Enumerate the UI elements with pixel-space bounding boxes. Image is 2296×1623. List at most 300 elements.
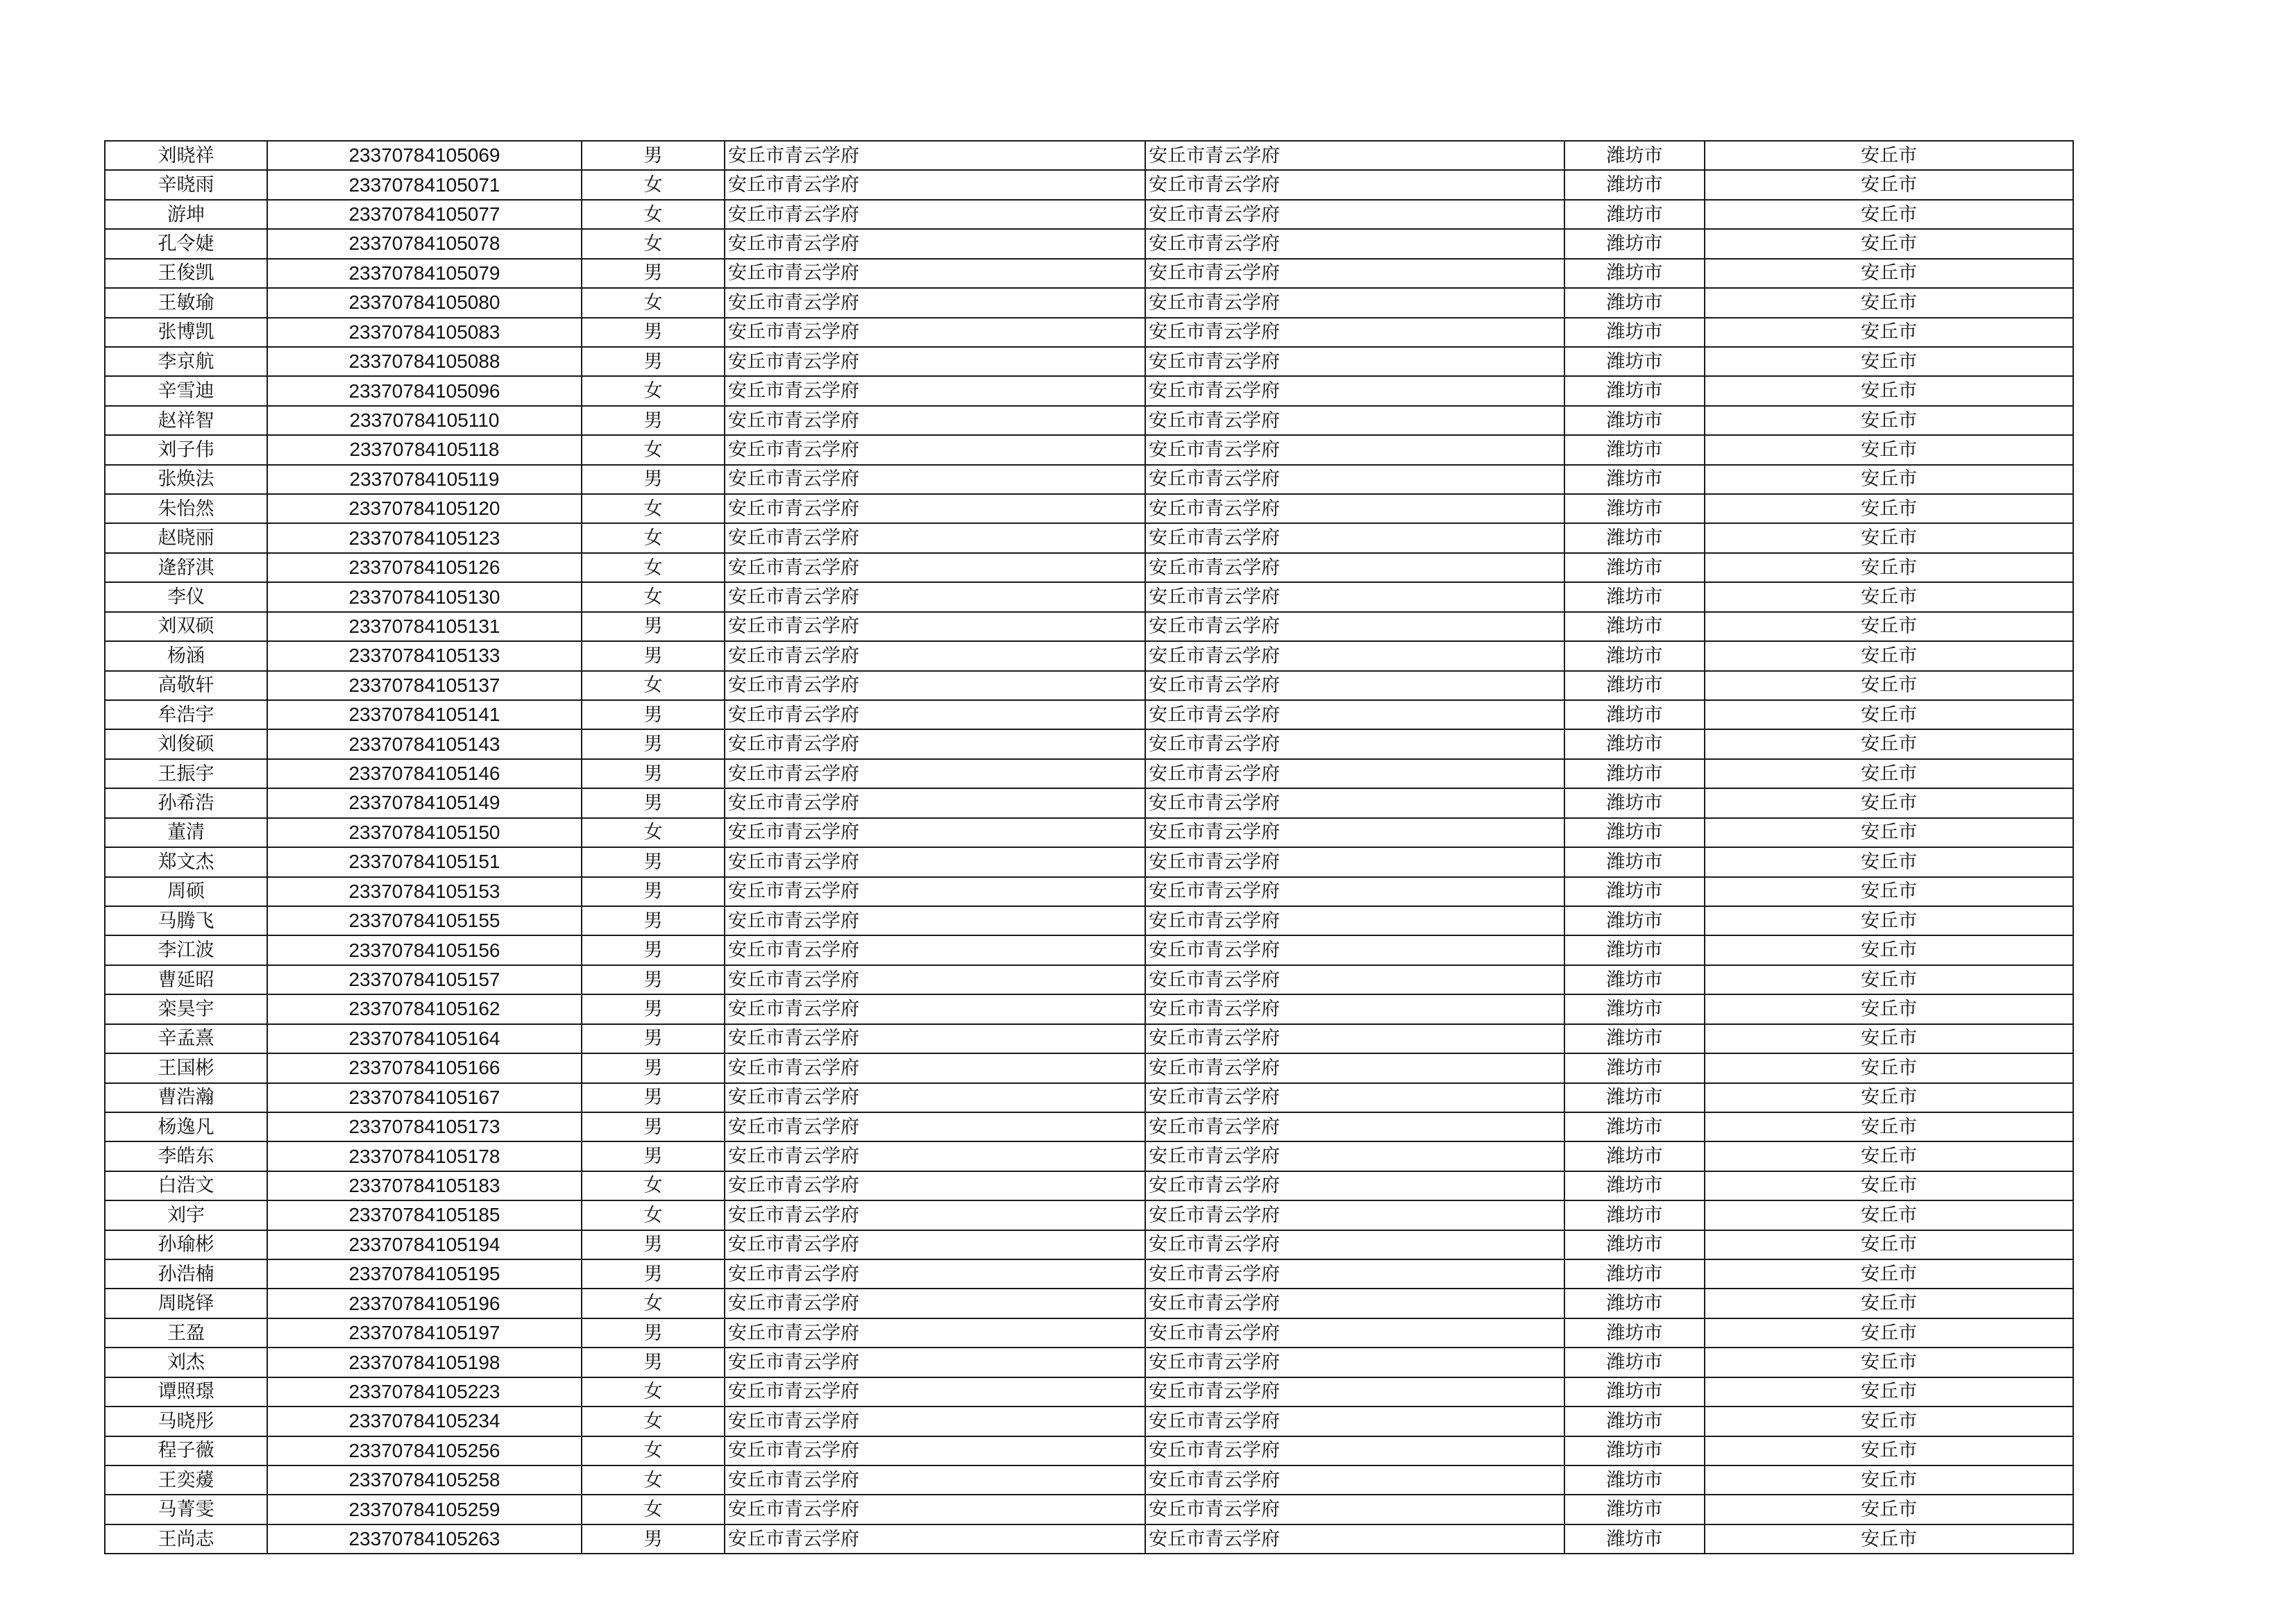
registration-school-cell: 安丘市青云学府 [1145,229,1564,258]
table-row [105,1377,2073,1407]
gender-cell: 女 [582,523,725,552]
exam-number-cell: 23370784105141 [267,700,582,729]
table-row [105,1289,2073,1318]
gender-cell: 男 [582,1348,725,1377]
exam-number-cell: 23370784105078 [267,229,582,258]
county-cell: 安丘市 [1705,1318,2073,1348]
gender-cell: 男 [582,788,725,817]
city-cell: 潍坊市 [1564,1200,1705,1230]
exam-number-cell: 23370784105166 [267,1053,582,1082]
county-cell: 安丘市 [1705,318,2073,347]
registration-school-cell: 安丘市青云学府 [1145,1436,1564,1465]
county-cell: 安丘市 [1705,935,2073,965]
county-cell: 安丘市 [1705,553,2073,582]
county-cell: 安丘市 [1705,1230,2073,1259]
student-name-cell: 白浩文 [105,1171,267,1200]
county-cell: 安丘市 [1705,1524,2073,1554]
gender-cell: 男 [582,759,725,788]
gender-cell: 男 [582,406,725,435]
gender-cell: 女 [582,494,725,523]
school-cell: 安丘市青云学府 [725,1436,1145,1465]
table-row [105,1318,2073,1348]
table-row [105,141,2073,170]
student-name-cell: 董清 [105,818,267,847]
gender-cell: 女 [582,818,725,847]
gender-cell: 男 [582,1259,725,1289]
exam-number-cell: 23370784105185 [267,1200,582,1230]
registration-school-cell: 安丘市青云学府 [1145,818,1564,847]
student-name-cell: 曹延昭 [105,965,267,994]
school-cell: 安丘市青云学府 [725,406,1145,435]
school-cell: 安丘市青云学府 [725,200,1145,229]
gender-cell: 男 [582,1053,725,1082]
exam-number-cell: 23370784105194 [267,1230,582,1259]
county-cell: 安丘市 [1705,1377,2073,1407]
school-cell: 安丘市青云学府 [725,700,1145,729]
gender-cell: 男 [582,700,725,729]
school-cell: 安丘市青云学府 [725,523,1145,552]
county-cell: 安丘市 [1705,965,2073,994]
registration-school-cell: 安丘市青云学府 [1145,612,1564,641]
school-cell: 安丘市青云学府 [725,818,1145,847]
city-cell: 潍坊市 [1564,641,1705,670]
registration-school-cell: 安丘市青云学府 [1145,494,1564,523]
table-row [105,1436,2073,1465]
county-cell: 安丘市 [1705,641,2073,670]
county-cell: 安丘市 [1705,141,2073,170]
student-name-cell: 辛孟熹 [105,1024,267,1053]
gender-cell: 女 [582,1436,725,1465]
gender-cell: 男 [582,1083,725,1112]
county-cell: 安丘市 [1705,1024,2073,1053]
registration-school-cell: 安丘市青云学府 [1145,906,1564,935]
school-cell: 安丘市青云学府 [725,1407,1145,1436]
gender-cell: 女 [582,229,725,258]
school-cell: 安丘市青云学府 [725,1053,1145,1082]
registration-school-cell: 安丘市青云学府 [1145,847,1564,876]
student-name-cell: 王盈 [105,1318,267,1348]
city-cell: 潍坊市 [1564,1436,1705,1465]
gender-cell: 女 [582,435,725,464]
school-cell: 安丘市青云学府 [725,259,1145,288]
county-cell: 安丘市 [1705,376,2073,405]
table-row [105,200,2073,229]
school-cell: 安丘市青云学府 [725,435,1145,464]
city-cell: 潍坊市 [1564,935,1705,965]
city-cell: 潍坊市 [1564,553,1705,582]
exam-number-cell: 23370784105183 [267,1171,582,1200]
student-name-cell: 谭照璟 [105,1377,267,1407]
city-cell: 潍坊市 [1564,170,1705,199]
table-row [105,1141,2073,1171]
city-cell: 潍坊市 [1564,847,1705,876]
table-row [105,494,2073,523]
gender-cell: 女 [582,200,725,229]
county-cell: 安丘市 [1705,1348,2073,1377]
exam-number-cell: 23370784105069 [267,141,582,170]
county-cell: 安丘市 [1705,612,2073,641]
city-cell: 潍坊市 [1564,994,1705,1023]
school-cell: 安丘市青云学府 [725,1230,1145,1259]
student-name-cell: 刘双硕 [105,612,267,641]
registration-school-cell: 安丘市青云学府 [1145,641,1564,670]
registration-school-cell: 安丘市青云学府 [1145,1407,1564,1436]
county-cell: 安丘市 [1705,1465,2073,1495]
table-row [105,347,2073,376]
county-cell: 安丘市 [1705,877,2073,906]
table-row [105,1495,2073,1524]
county-cell: 安丘市 [1705,729,2073,758]
city-cell: 潍坊市 [1564,318,1705,347]
student-name-cell: 马菁雯 [105,1495,267,1524]
table-row [105,847,2073,876]
registration-school-cell: 安丘市青云学府 [1145,1024,1564,1053]
student-name-cell: 赵晓丽 [105,523,267,552]
registration-school-cell: 安丘市青云学府 [1145,729,1564,758]
city-cell: 潍坊市 [1564,1495,1705,1524]
registration-school-cell: 安丘市青云学府 [1145,318,1564,347]
student-name-cell: 李仪 [105,582,267,611]
county-cell: 安丘市 [1705,1289,2073,1318]
county-cell: 安丘市 [1705,788,2073,817]
school-cell: 安丘市青云学府 [725,994,1145,1023]
city-cell: 潍坊市 [1564,494,1705,523]
registration-school-cell: 安丘市青云学府 [1145,1318,1564,1348]
table-row [105,318,2073,347]
exam-number-cell: 23370784105195 [267,1259,582,1289]
student-name-cell: 辛雪迪 [105,376,267,405]
county-cell: 安丘市 [1705,671,2073,700]
school-cell: 安丘市青云学府 [725,288,1145,317]
registration-school-cell: 安丘市青云学府 [1145,376,1564,405]
city-cell: 潍坊市 [1564,1083,1705,1112]
student-name-cell: 刘杰 [105,1348,267,1377]
exam-number-cell: 23370784105157 [267,965,582,994]
school-cell: 安丘市青云学府 [725,553,1145,582]
table-row [105,1112,2073,1141]
school-cell: 安丘市青云学府 [725,1024,1145,1053]
city-cell: 潍坊市 [1564,376,1705,405]
city-cell: 潍坊市 [1564,1024,1705,1053]
gender-cell: 男 [582,347,725,376]
city-cell: 潍坊市 [1564,671,1705,700]
county-cell: 安丘市 [1705,994,2073,1023]
school-cell: 安丘市青云学府 [725,141,1145,170]
student-name-cell: 杨逸凡 [105,1112,267,1141]
registration-school-cell: 安丘市青云学府 [1145,759,1564,788]
table-row [105,582,2073,611]
gender-cell: 男 [582,1230,725,1259]
student-name-cell: 刘晓祥 [105,141,267,170]
student-name-cell: 王振宇 [105,759,267,788]
registration-school-cell: 安丘市青云学府 [1145,671,1564,700]
city-cell: 潍坊市 [1564,1289,1705,1318]
registration-school-cell: 安丘市青云学府 [1145,1230,1564,1259]
table-row [105,788,2073,817]
exam-number-cell: 23370784105198 [267,1348,582,1377]
table-row [105,1230,2073,1259]
registration-school-cell: 安丘市青云学府 [1145,877,1564,906]
student-name-cell: 马腾飞 [105,906,267,935]
student-name-cell: 孙浩楠 [105,1259,267,1289]
exam-number-cell: 23370784105223 [267,1377,582,1407]
city-cell: 潍坊市 [1564,582,1705,611]
table-row [105,288,2073,317]
exam-number-cell: 23370784105096 [267,376,582,405]
gender-cell: 男 [582,1524,725,1554]
table-row [105,1465,2073,1495]
county-cell: 安丘市 [1705,1495,2073,1524]
gender-cell: 男 [582,1112,725,1141]
exam-number-cell: 23370784105197 [267,1318,582,1348]
table-row [105,641,2073,670]
student-name-cell: 高敬轩 [105,671,267,700]
exam-number-cell: 23370784105150 [267,818,582,847]
city-cell: 潍坊市 [1564,259,1705,288]
student-name-cell: 程子薇 [105,1436,267,1465]
school-cell: 安丘市青云学府 [725,1259,1145,1289]
city-cell: 潍坊市 [1564,347,1705,376]
school-cell: 安丘市青云学府 [725,1112,1145,1141]
table-row [105,612,2073,641]
registration-school-cell: 安丘市青云学府 [1145,1259,1564,1289]
county-cell: 安丘市 [1705,200,2073,229]
gender-cell: 男 [582,906,725,935]
student-name-cell: 张焕法 [105,465,267,494]
gender-cell: 男 [582,259,725,288]
school-cell: 安丘市青云学府 [725,1377,1145,1407]
student-name-cell: 孙瑜彬 [105,1230,267,1259]
city-cell: 潍坊市 [1564,1171,1705,1200]
county-cell: 安丘市 [1705,288,2073,317]
student-name-cell: 周晓铎 [105,1289,267,1318]
student-name-cell: 游坤 [105,200,267,229]
registration-school-cell: 安丘市青云学府 [1145,1171,1564,1200]
city-cell: 潍坊市 [1564,1407,1705,1436]
exam-number-cell: 23370784105071 [267,170,582,199]
city-cell: 潍坊市 [1564,1141,1705,1171]
student-name-cell: 刘俊硕 [105,729,267,758]
city-cell: 潍坊市 [1564,612,1705,641]
table-row [105,435,2073,464]
school-cell: 安丘市青云学府 [725,612,1145,641]
registration-school-cell: 安丘市青云学府 [1145,170,1564,199]
city-cell: 潍坊市 [1564,818,1705,847]
county-cell: 安丘市 [1705,1112,2073,1141]
registration-school-cell: 安丘市青云学府 [1145,553,1564,582]
school-cell: 安丘市青云学府 [725,1171,1145,1200]
exam-number-cell: 23370784105256 [267,1436,582,1465]
gender-cell: 女 [582,1171,725,1200]
exam-number-cell: 23370784105137 [267,671,582,700]
student-name-cell: 逄舒淇 [105,553,267,582]
exam-number-cell: 23370784105146 [267,759,582,788]
table-row [105,406,2073,435]
table-row [105,229,2073,258]
table-row [105,935,2073,965]
exam-number-cell: 23370784105143 [267,729,582,758]
city-cell: 潍坊市 [1564,788,1705,817]
exam-number-cell: 23370784105077 [267,200,582,229]
exam-number-cell: 23370784105110 [267,406,582,435]
registration-school-cell: 安丘市青云学府 [1145,1200,1564,1230]
registration-school-cell: 安丘市青云学府 [1145,259,1564,288]
student-name-cell: 刘宇 [105,1200,267,1230]
exam-number-cell: 23370784105123 [267,523,582,552]
registration-school-cell: 安丘市青云学府 [1145,1465,1564,1495]
student-name-cell: 辛晓雨 [105,170,267,199]
school-cell: 安丘市青云学府 [725,965,1145,994]
county-cell: 安丘市 [1705,1053,2073,1082]
registration-school-cell: 安丘市青云学府 [1145,1289,1564,1318]
table-row [105,729,2073,758]
exam-number-cell: 23370784105083 [267,318,582,347]
school-cell: 安丘市青云学府 [725,582,1145,611]
county-cell: 安丘市 [1705,1083,2073,1112]
student-name-cell: 孔令婕 [105,229,267,258]
school-cell: 安丘市青云学府 [725,641,1145,670]
table-row [105,1524,2073,1554]
school-cell: 安丘市青云学府 [725,1495,1145,1524]
county-cell: 安丘市 [1705,906,2073,935]
gender-cell: 女 [582,553,725,582]
gender-cell: 男 [582,641,725,670]
gender-cell: 男 [582,1024,725,1053]
student-name-cell: 朱怡然 [105,494,267,523]
roster-body [105,141,2073,1554]
table-row [105,994,2073,1023]
county-cell: 安丘市 [1705,170,2073,199]
registration-school-cell: 安丘市青云学府 [1145,582,1564,611]
student-name-cell: 郑文杰 [105,847,267,876]
table-row [105,1348,2073,1377]
county-cell: 安丘市 [1705,1436,2073,1465]
gender-cell: 女 [582,170,725,199]
school-cell: 安丘市青云学府 [725,1083,1145,1112]
city-cell: 潍坊市 [1564,288,1705,317]
table-row [105,818,2073,847]
student-name-cell: 刘子伟 [105,435,267,464]
city-cell: 潍坊市 [1564,229,1705,258]
gender-cell: 女 [582,1465,725,1495]
table-row [105,1171,2073,1200]
school-cell: 安丘市青云学府 [725,1348,1145,1377]
gender-cell: 男 [582,877,725,906]
county-cell: 安丘市 [1705,700,2073,729]
gender-cell: 男 [582,965,725,994]
exam-number-cell: 23370784105088 [267,347,582,376]
city-cell: 潍坊市 [1564,729,1705,758]
student-name-cell: 赵祥智 [105,406,267,435]
school-cell: 安丘市青云学府 [725,376,1145,405]
gender-cell: 男 [582,318,725,347]
exam-number-cell: 23370784105196 [267,1289,582,1318]
city-cell: 潍坊市 [1564,1112,1705,1141]
exam-number-cell: 23370784105162 [267,994,582,1023]
city-cell: 潍坊市 [1564,906,1705,935]
city-cell: 潍坊市 [1564,700,1705,729]
student-name-cell: 曹浩瀚 [105,1083,267,1112]
student-name-cell: 王敏瑜 [105,288,267,317]
gender-cell: 男 [582,729,725,758]
table-row [105,523,2073,552]
table-row [105,759,2073,788]
student-name-cell: 孙希浩 [105,788,267,817]
registration-school-cell: 安丘市青云学府 [1145,1524,1564,1554]
county-cell: 安丘市 [1705,465,2073,494]
city-cell: 潍坊市 [1564,435,1705,464]
student-name-cell: 张博凯 [105,318,267,347]
county-cell: 安丘市 [1705,759,2073,788]
exam-number-cell: 23370784105156 [267,935,582,965]
school-cell: 安丘市青云学府 [725,494,1145,523]
registration-school-cell: 安丘市青云学府 [1145,406,1564,435]
city-cell: 潍坊市 [1564,877,1705,906]
city-cell: 潍坊市 [1564,1465,1705,1495]
exam-number-cell: 23370784105126 [267,553,582,582]
exam-number-cell: 23370784105178 [267,1141,582,1171]
gender-cell: 男 [582,141,725,170]
school-cell: 安丘市青云学府 [725,847,1145,876]
school-cell: 安丘市青云学府 [725,170,1145,199]
student-name-cell: 李皓东 [105,1141,267,1171]
school-cell: 安丘市青云学府 [725,318,1145,347]
table-row [105,965,2073,994]
table-row [105,906,2073,935]
school-cell: 安丘市青云学府 [725,759,1145,788]
registration-school-cell: 安丘市青云学府 [1145,1112,1564,1141]
student-name-cell: 王俊凯 [105,259,267,288]
county-cell: 安丘市 [1705,582,2073,611]
gender-cell: 女 [582,582,725,611]
registration-school-cell: 安丘市青云学府 [1145,935,1564,965]
student-name-cell: 李京航 [105,347,267,376]
city-cell: 潍坊市 [1564,1318,1705,1348]
registration-school-cell: 安丘市青云学府 [1145,994,1564,1023]
exam-number-cell: 23370784105130 [267,582,582,611]
exam-number-cell: 23370784105120 [267,494,582,523]
registration-school-cell: 安丘市青云学府 [1145,200,1564,229]
registration-school-cell: 安丘市青云学府 [1145,1141,1564,1171]
county-cell: 安丘市 [1705,1141,2073,1171]
exam-number-cell: 23370784105080 [267,288,582,317]
table-row [105,877,2073,906]
school-cell: 安丘市青云学府 [725,1200,1145,1230]
student-name-cell: 王国彬 [105,1053,267,1082]
student-name-cell: 马晓彤 [105,1407,267,1436]
school-cell: 安丘市青云学府 [725,1465,1145,1495]
school-cell: 安丘市青云学府 [725,347,1145,376]
exam-number-cell: 23370784105164 [267,1024,582,1053]
exam-number-cell: 23370784105258 [267,1465,582,1495]
gender-cell: 男 [582,1141,725,1171]
registration-school-cell: 安丘市青云学府 [1145,435,1564,464]
table-row [105,1200,2073,1230]
county-cell: 安丘市 [1705,347,2073,376]
county-cell: 安丘市 [1705,259,2073,288]
exam-number-cell: 23370784105153 [267,877,582,906]
county-cell: 安丘市 [1705,847,2073,876]
table-row [105,1083,2073,1112]
school-cell: 安丘市青云学府 [725,465,1145,494]
student-name-cell: 王奕蕿 [105,1465,267,1495]
city-cell: 潍坊市 [1564,1259,1705,1289]
school-cell: 安丘市青云学府 [725,1318,1145,1348]
student-name-cell: 王尚志 [105,1524,267,1554]
table-row [105,1407,2073,1436]
table-row [105,259,2073,288]
county-cell: 安丘市 [1705,229,2073,258]
